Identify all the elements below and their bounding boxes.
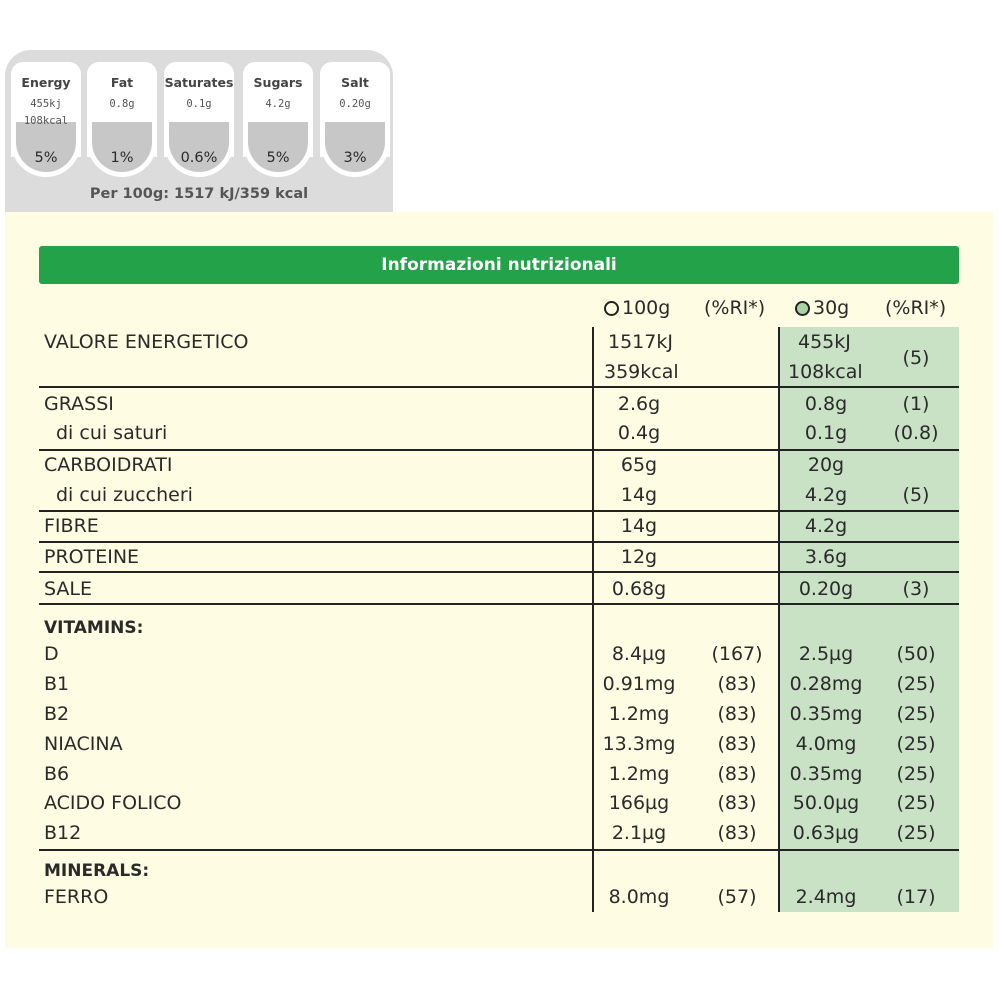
cell-30g: 4.2g [804,484,848,506]
header-100g: 100g [604,296,670,320]
column-divider [778,327,780,912]
cell-ri-30g: (25) [896,703,936,725]
column-divider [592,327,594,912]
cell-30g: 4.2g [804,515,848,537]
row-divider [39,510,959,512]
cell-100g: 0.4g [617,422,661,444]
cell-ri-30g: (5) [902,484,930,506]
gda-card-saturates [164,62,234,177]
gda-value: 0.1g [186,98,212,110]
header-ri-100g: (%RI*) [704,297,766,319]
cell-ri-100g: (83) [717,703,757,725]
header-ri-30g: (%RI*) [885,297,947,319]
cell-ri-30g: (50) [896,643,936,665]
cell-30g: 2.5µg [798,643,854,665]
cell-100g: 2.6g [617,393,661,415]
cell-30g: 2.4mg [795,886,857,908]
gda-card-energy [11,62,81,177]
gda-name: Energy [21,75,71,90]
gda-card-fat [87,62,157,177]
cell-30g: 50.0µg [792,792,860,814]
gda-percent: 1% [110,150,134,166]
gda-card-salt [320,62,390,177]
gda-value: 0.20g [339,98,371,110]
table-title: Informazioni nutrizionali [39,246,959,284]
cell-ri-100g: (83) [717,673,757,695]
cell-100g: 1517kJ [608,331,673,353]
cell-30g: 0.8g [804,393,848,415]
cell-100g: 359kcal [604,361,679,383]
gda-name: Sugars [253,75,303,90]
cell-ri-100g: (167) [711,643,763,665]
row-label: PROTEINE [44,546,140,568]
gda-percent: 5% [34,150,58,166]
row-divider [39,571,959,573]
gda-value: 108kcal [23,115,69,127]
cell-100g: 2.1µg [611,822,667,844]
gda-value: 455kj [30,98,62,110]
gda-name: Fat [110,75,134,90]
cell-ri-30g: (25) [896,733,936,755]
row-label: SALE [44,578,93,600]
row-divider [39,541,959,543]
row-label: D [44,643,59,665]
cell-ri-30g: (5) [902,347,930,369]
cell-ri-100g: (83) [717,763,757,785]
cell-ri-30g: (3) [902,578,930,600]
cell-30g: 4.0mg [795,733,857,755]
reference-intake-strip [5,50,393,213]
cell-ri-30g: (25) [896,673,936,695]
cell-100g: 0.68g [611,578,667,600]
gda-card-sugars [243,62,313,177]
cell-100g: 8.0mg [608,886,670,908]
row-label: B2 [44,703,70,725]
row-label: NIACINA [44,733,123,755]
row-label: ACIDO FOLICO [44,792,182,814]
gda-name: Salt [341,75,369,90]
row-label: di cui zuccheri [56,484,193,506]
row-label: VALORE ENERGETICO [44,331,249,353]
cell-30g: 0.28mg [789,673,863,695]
cell-100g: 12g [620,546,658,568]
cell-100g: 8.4µg [611,643,667,665]
circle-icon [604,301,619,316]
cell-ri-100g: (83) [717,822,757,844]
cell-100g: 13.3mg [602,733,676,755]
cell-30g: 108kcal [788,361,863,383]
cell-30g: 20g [807,454,845,476]
gda-value: 0.8g [109,98,135,110]
cell-30g: 0.1g [804,422,848,444]
row-divider [39,603,959,605]
row-label: B6 [44,763,70,785]
cell-30g: 0.20g [798,578,854,600]
cell-ri-100g: (83) [717,792,757,814]
cell-30g: 455kJ [798,331,851,353]
circle-icon [795,301,810,316]
cell-100g: 166µg [608,792,670,814]
cell-ri-30g: (0.8) [893,422,939,444]
row-label: FIBRE [44,515,99,537]
cell-ri-100g: (83) [717,733,757,755]
row-label: B12 [44,822,82,844]
cell-ri-30g: (25) [896,822,936,844]
cell-100g: 1.2mg [608,703,670,725]
cell-ri-30g: (25) [896,763,936,785]
cell-ri-100g: (57) [717,886,757,908]
gda-percent: 0.6% [180,150,218,166]
row-label: FERRO [44,886,109,908]
gda-percent: 3% [343,150,367,166]
gda-value: 4.2g [265,98,291,110]
row-label: di cui saturi [56,422,168,444]
row-divider [39,386,959,388]
cell-100g: 1.2mg [608,763,670,785]
row-label: CARBOIDRATI [44,454,173,476]
cell-100g: 14g [620,484,658,506]
row-divider [39,449,959,451]
cell-100g: 14g [620,515,658,537]
row-label: B1 [44,673,70,695]
cell-30g: 0.35mg [789,703,863,725]
header-30g: 30g [795,296,849,320]
cell-ri-30g: (17) [896,886,936,908]
gda-name: Saturates [164,75,234,90]
gda-percent: 5% [266,150,290,166]
cell-100g: 65g [620,454,658,476]
row-label: GRASSI [44,393,114,415]
minerals-heading: MINERALS: [44,861,150,881]
vitamins-heading: VITAMINS: [44,618,144,638]
row-divider [39,849,959,851]
cell-30g: 0.63µg [792,822,860,844]
cell-30g: 0.35mg [789,763,863,785]
cell-ri-30g: (25) [896,792,936,814]
cell-30g: 3.6g [804,546,848,568]
cell-100g: 0.91mg [602,673,676,695]
gda-per-100g: Per 100g: 1517 kJ/359 kcal [89,186,309,202]
cell-ri-30g: (1) [902,393,930,415]
